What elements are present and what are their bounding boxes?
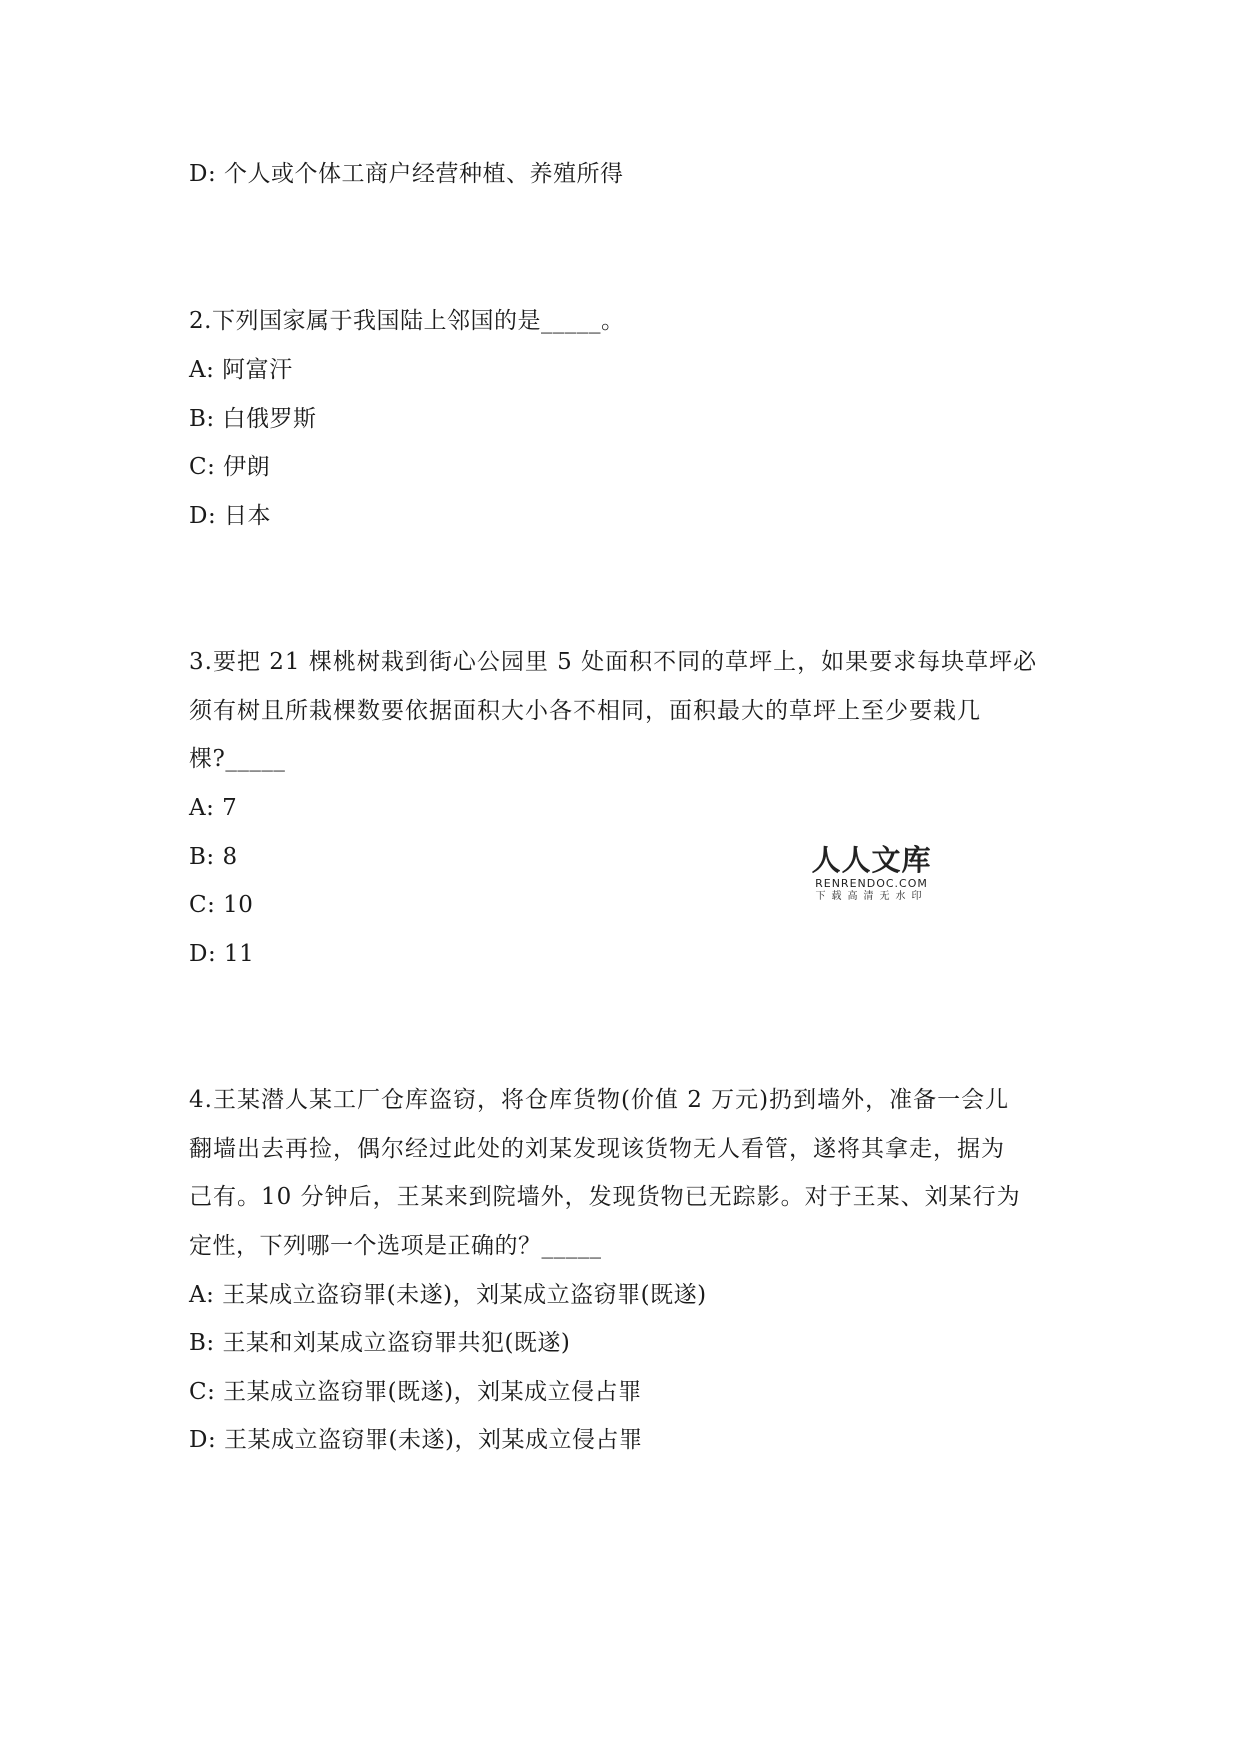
q3-option-c: C: 10: [189, 892, 254, 918]
q3-stem-line-2: 须有树且所栽棵数要依据面积大小各不相同，面积最大的草坪上至少要栽几: [189, 698, 981, 724]
q2-option-b: B: 白俄罗斯: [189, 406, 317, 432]
watermark-title: 人人文库: [811, 843, 932, 877]
watermark-subtitle: 下载高清无水印: [815, 891, 928, 902]
q4-option-a: A: 王某成立盗窃罪(未遂)，刘某成立盗窃罪(既遂): [189, 1282, 707, 1308]
q4-option-d: D: 王某成立盗窃罪(未遂)，刘某成立侵占罪: [189, 1427, 643, 1453]
q3-option-a: A: 7: [189, 795, 238, 821]
q3-option-d: D: 11: [189, 941, 255, 967]
q4-stem-line-3: 己有。10 分钟后，王某来到院墙外，发现货物已无踪影。对于王某、刘某行为: [189, 1184, 1021, 1210]
q4-stem-line-4: 定性，下列哪一个选项是正确的？_____: [189, 1233, 602, 1259]
q2-option-a: A: 阿富汗: [189, 357, 293, 383]
q2-option-c: C: 伊朗: [189, 454, 271, 480]
watermark-logo: [804, 843, 939, 903]
q4-option-c: C: 王某成立盗窃罪(既遂)，刘某成立侵占罪: [189, 1379, 642, 1405]
watermark-url: RENRENDOC.COM: [815, 877, 928, 890]
q3-option-b: B: 8: [189, 844, 238, 870]
q4-option-b: B: 王某和刘某成立盗窃罪共犯(既遂): [189, 1330, 571, 1356]
q4-stem-line-2: 翻墙出去再捡，偶尔经过此处的刘某发现该货物无人看管，遂将其拿走，据为: [189, 1136, 1005, 1162]
q4-stem-line-1: 4.王某潜人某工厂仓库盗窃，将仓库货物(价值 2 万元)扔到墙外，准备一会儿: [189, 1087, 1010, 1113]
q3-stem-line-1: 3.要把 21 棵桃树栽到街心公园里 5 处面积不同的草坪上，如果要求每块草坪必: [189, 649, 1038, 675]
q3-stem-line-3: 棵?_____: [189, 746, 286, 772]
q2-option-d: D: 日本: [189, 503, 272, 529]
q2-stem: 2.下列国家属于我国陆上邻国的是_____。: [189, 308, 625, 334]
q1-option-d: D: 个人或个体工商户经营种植、养殖所得: [189, 161, 624, 187]
